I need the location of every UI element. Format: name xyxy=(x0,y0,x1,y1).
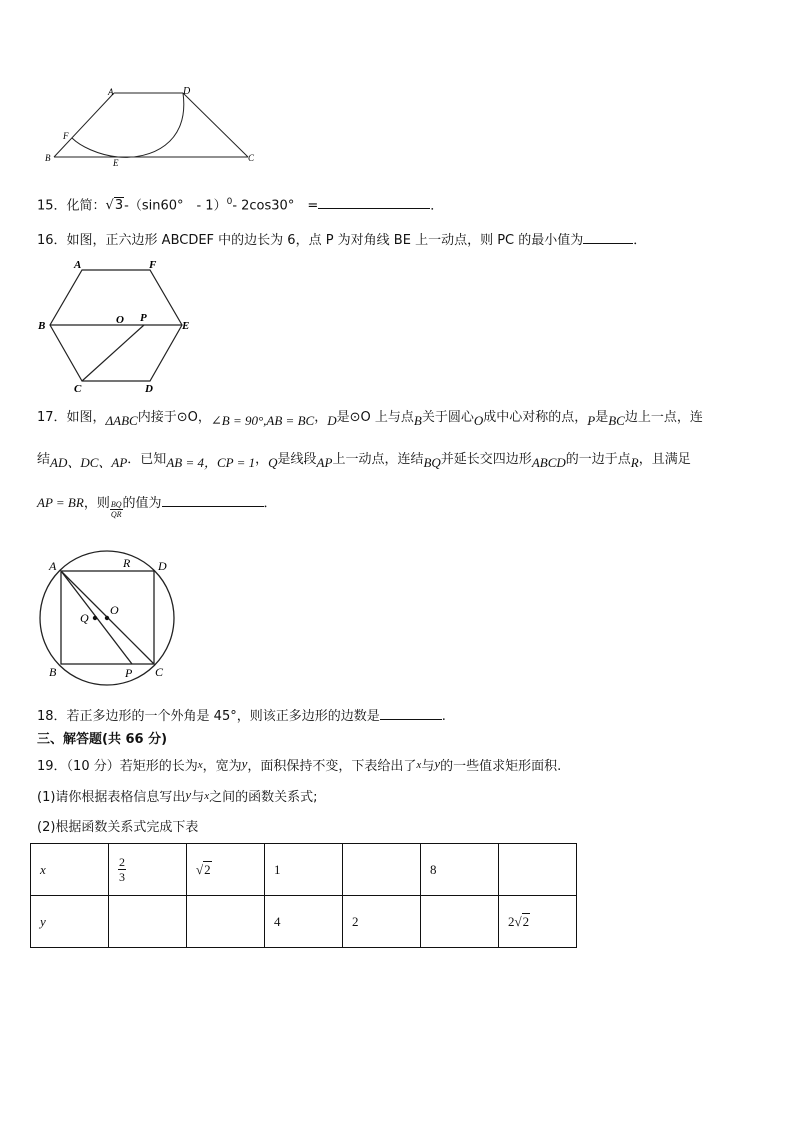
label-D: D xyxy=(183,86,191,97)
answer-blank-16[interactable] xyxy=(583,229,633,244)
cell-x-5: 8 xyxy=(421,844,499,896)
q15-exponent: 0 xyxy=(226,197,233,207)
label-A: A xyxy=(74,259,82,271)
point-Q xyxy=(93,616,97,620)
table-row-x xyxy=(31,844,577,896)
label-E: E xyxy=(113,158,119,168)
label-B: B xyxy=(38,320,46,332)
cell-y-4: 2 xyxy=(343,896,421,948)
arc-DEF xyxy=(72,93,184,157)
question-17-line-2: 结AD、DC、AP．已知AB = 4，CP = 1，Q是线段AP上一动点，连结BQ并延长交四边形ABCD的一边于点R，且满足 xyxy=(37,452,691,470)
label-F: F xyxy=(63,131,69,141)
label-C: C xyxy=(248,153,255,163)
q18-text: 18．若正多边形的一个外角是 45°，则该正多边形的边数是 xyxy=(37,709,380,724)
cell-y-3: 4 xyxy=(265,896,343,948)
label-R: R xyxy=(123,556,131,570)
question-19-part-2: (2)根据函数关系式完成下表 xyxy=(37,820,199,835)
cell-y-5[interactable] xyxy=(421,896,499,948)
xy-value-table xyxy=(30,843,577,948)
question-19-part-1: (1)请你根据表格信息写出y与x之间的函数关系式; xyxy=(37,787,318,805)
label-P: P xyxy=(125,666,133,680)
cell-y-6: 2√2 xyxy=(499,896,577,948)
label-B: B xyxy=(45,153,51,163)
cell-x-2: √2 xyxy=(187,844,265,896)
question-17-line-3: AP = BR，则 $\frac{BQ}{QR}$ 的值为 ． xyxy=(37,492,277,513)
cell-y-label: y xyxy=(31,896,109,948)
question-17-line-1: 17．如图，ΔABC内接于⊙O，∠B = 90°,AB = BC，D是⊙O 上与点B关于圆心O成中心对称的点，P是BC边上一点，连 xyxy=(37,410,703,428)
q15-middle: -（sin60° - 1） xyxy=(124,198,227,214)
question-18: 18．若正多边形的一个外角是 45°，则该正多边形的边数是 . xyxy=(37,705,446,726)
label-B: B xyxy=(49,665,57,679)
sqrt-3: √3 xyxy=(105,198,124,214)
answer-blank-17[interactable] xyxy=(162,492,264,507)
figure-16-hexagon xyxy=(36,254,196,396)
label-D: D xyxy=(145,383,153,395)
label-A: A xyxy=(108,87,114,97)
segment-DC xyxy=(183,93,248,157)
label-E: E xyxy=(182,320,190,332)
figure-14 xyxy=(40,84,265,170)
cell-x-1: $\frac{2}{3}$ xyxy=(109,844,187,896)
answer-blank-18[interactable] xyxy=(380,705,442,720)
q15-tail: - 2cos30° = xyxy=(232,198,319,214)
label-F: F xyxy=(149,259,157,271)
segment-AB xyxy=(54,93,114,157)
label-C: C xyxy=(155,665,164,679)
section-heading: 三、解答题(共 66 分) xyxy=(37,732,168,747)
point-O xyxy=(105,616,109,620)
label-A: A xyxy=(49,559,57,573)
label-Q: Q xyxy=(80,611,89,625)
label-P: P xyxy=(140,312,147,324)
q16-text: 16．如图，正六边形 ABCDEF 中的边长为 6，点 P 为对角线 BE 上一动点，则 PC 的最小值为 xyxy=(37,233,584,248)
answer-blank-15[interactable] xyxy=(318,194,430,209)
label-O: O xyxy=(116,314,124,326)
cell-x-label: x xyxy=(31,844,109,896)
question-19: 19．（10 分）若矩形的长为x，宽为y，面积保持不变，下表给出了x与y的一些值求矩形面积. xyxy=(37,756,562,774)
cell-x-3: 1 xyxy=(265,844,343,896)
fraction-BQ-QR: $\frac{BQ}{QR}$ xyxy=(110,500,122,519)
cell-x-6[interactable] xyxy=(499,844,577,896)
question-16: 16．如图，正六边形 ABCDEF 中的边长为 6，点 P 为对角线 BE 上一动点，则 PC 的最小值为 ． xyxy=(37,229,646,250)
figure-17-circle xyxy=(36,546,181,691)
cell-y-2[interactable] xyxy=(187,896,265,948)
cell-x-4[interactable] xyxy=(343,844,421,896)
label-C: C xyxy=(74,383,82,395)
cell-y-1[interactable] xyxy=(109,896,187,948)
label-D: D xyxy=(158,559,167,573)
q15-number: 15．化简： xyxy=(37,198,106,214)
label-O: O xyxy=(110,603,119,617)
segment-CP xyxy=(82,325,144,381)
question-15: 15．化简：√3-（sin60° - 1）$^0$- 2cos30° = ． xyxy=(37,193,443,215)
table-row-y xyxy=(31,896,577,948)
